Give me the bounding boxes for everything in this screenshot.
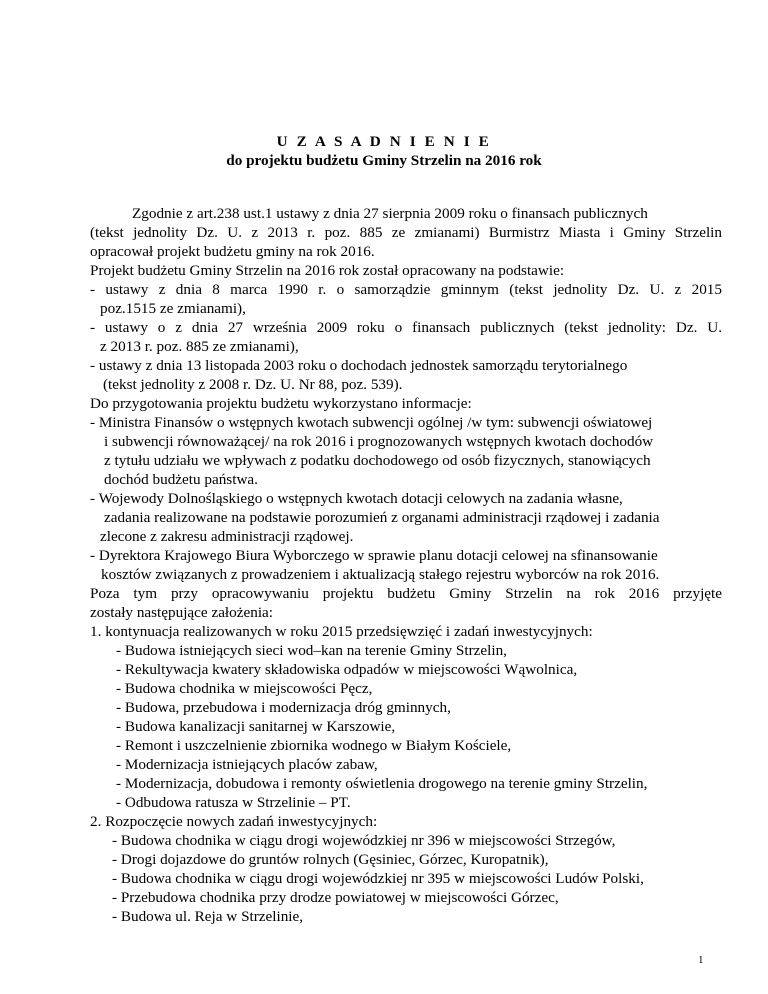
page-number: 1 xyxy=(698,954,704,966)
text-line: z 2013 r. poz. 885 ze zmianami), xyxy=(100,338,299,355)
text-line: (tekst jednolity z 2008 r. Dz. U. Nr 88, poz. 539). xyxy=(103,376,403,393)
text-line: - ustawy z dnia 13 listopada 2003 roku o dochodach jednostek samorządu terytorialnego xyxy=(90,357,628,374)
text-line: - Ministra Finansów o wstępnych kwotach subwencji ogólnej /w tym: subwencji oświatowej xyxy=(90,414,653,431)
list-item: - Rekultywacja kwatery składowiska odpadów w miejscowości Wąwolnica, xyxy=(116,661,578,678)
list-item: - Modernizacja istniejących placów zabaw, xyxy=(116,756,378,773)
text-line: Poza tym przy opracowywaniu projektu budżetu Gminy Strzelin na rok 2016 przyjęte xyxy=(90,585,722,602)
text-line: - ustawy z dnia 8 marca 1990 r. o samorządzie gminnym (tekst jednolity Dz. U. z 2015 xyxy=(90,281,722,298)
list-item: - Budowa kanalizacji sanitarnej w Karszowie, xyxy=(116,718,396,735)
list-item: 1. kontynuacja realizowanych w roku 2015 przedsięwzięć i zadań inwestycyjnych: xyxy=(90,623,593,640)
list-item: - Budowa istniejących sieci wod–kan na terenie Gminy Strzelin, xyxy=(116,642,507,659)
text-line: zlecone z zakresu administracji rządowej. xyxy=(100,528,354,545)
list-item: - Remont i uszczelnienie zbiornika wodnego w Białym Kościele, xyxy=(116,737,512,754)
text-line: opracował projekt budżetu gminy na rok 2016. xyxy=(90,243,375,260)
text-line: - Wojewody Dolnośląskiego o wstępnych kwotach dotacji celowych na zadania własne, xyxy=(90,490,623,507)
list-item: - Budowa ul. Reja w Strzelinie, xyxy=(112,908,304,925)
text-line: (tekst jednolity Dz. U. z 2013 r. poz. 885 ze zmianami) Burmistrz Miasta i Gminy Strzelin xyxy=(90,224,722,241)
text-line: z tytułu udziału we wpływach z podatku dochodowego od osób fizycznych, stanowiących xyxy=(104,452,651,469)
text-line: zadania realizowane na podstawie porozumień z organami administracji rządowej i zadania xyxy=(104,509,660,526)
text-line: zostały następujące założenia: xyxy=(90,604,273,621)
list-item: - Budowa chodnika w ciągu drogi wojewódzkiej nr 395 w miejscowości Ludów Polski, xyxy=(112,870,644,887)
text-line: kosztów związanych z prowadzeniem i aktualizacją stałego rejestru wyborców na rok 2016. xyxy=(101,566,660,583)
document-subtitle: do projektu budżetu Gminy Strzelin na 2016 rok xyxy=(226,152,542,169)
text-line: dochód budżetu państwa. xyxy=(104,471,258,488)
document-title: U Z A S A D N I E N I E xyxy=(276,133,492,150)
list-item: - Przebudowa chodnika przy drodze powiatowej w miejscowości Górzec, xyxy=(112,889,559,906)
text-line: poz.1515 ze zmianami), xyxy=(100,300,246,317)
text-line: Do przygotowania projektu budżetu wykorzystano informacje: xyxy=(90,395,472,412)
list-item: 2. Rozpoczęcie nowych zadań inwestycyjnych: xyxy=(90,813,378,830)
text-line: Projekt budżetu Gminy Strzelin na 2016 rok został opracowany na podstawie: xyxy=(90,262,565,279)
text-line: - ustawy o z dnia 27 września 2009 roku o finansach publicznych (tekst jednolity: Dz. U. xyxy=(90,319,722,336)
list-item: - Odbudowa ratusza w Strzelinie – PT. xyxy=(116,794,351,811)
list-item: - Budowa, przebudowa i modernizacja dróg gminnych, xyxy=(116,699,451,716)
list-item: - Drogi dojazdowe do gruntów rolnych (Gęsiniec, Górzec, Kuropatnik), xyxy=(112,851,549,868)
text-line: i subwencji równoważącej/ na rok 2016 i prognozowanych wstępnych kwotach dochodów xyxy=(104,433,654,450)
list-item: - Budowa chodnika w miejscowości Pęcz, xyxy=(116,680,373,697)
text-line: Zgodnie z art.238 ust.1 ustawy z dnia 27 sierpnia 2009 roku o finansach publicznych xyxy=(132,205,648,222)
list-item: - Budowa chodnika w ciągu drogi wojewódzkiej nr 396 w miejscowości Strzegów, xyxy=(112,832,616,849)
list-item: - Modernizacja, dobudowa i remonty oświetlenia drogowego na terenie gminy Strzelin, xyxy=(116,775,648,792)
text-line: - Dyrektora Krajowego Biura Wyborczego w sprawie planu dotacji celowej na sfinansowanie xyxy=(90,547,658,564)
